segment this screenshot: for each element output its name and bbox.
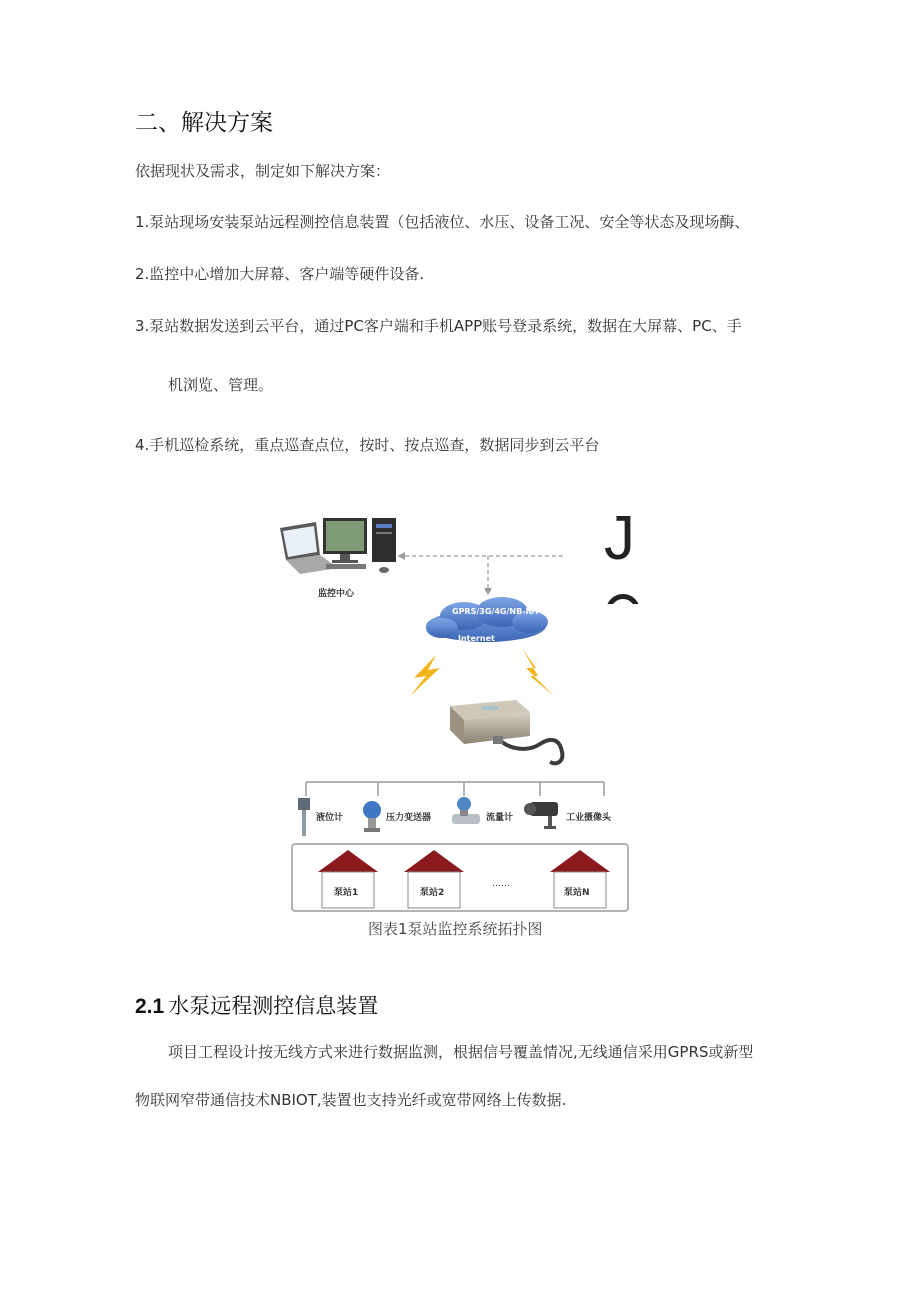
figure-caption: 图表1泵站监控系统拓扑图 xyxy=(368,920,543,938)
monitor-icon xyxy=(323,518,367,569)
internet-label: Internet xyxy=(458,634,495,643)
glyph-fragment xyxy=(604,508,644,604)
list-item-4: 4.手机巡检系统，重点巡查点位，按时、按点巡查，数据同步到云平台 xyxy=(135,436,600,454)
list-item-3: 3.泵站数据发送到云平台，通过PC客户端和手机APP账号登录系统，数据在大屏幕、PC、手 xyxy=(135,317,742,335)
level-meter-icon xyxy=(298,798,310,836)
subsection-heading xyxy=(135,990,378,1020)
subsection-title: 水泵远程测控信息装置 xyxy=(168,994,379,1018)
intro-line: 依据现状及需求，制定如下解决方案： xyxy=(135,162,391,180)
subsection-para-line-2: 物联网窄带通信技术NBIOT,装置也支持光纤或宽带网络上传数据. xyxy=(135,1091,567,1109)
dashed-link xyxy=(398,552,566,595)
topology-diagram xyxy=(268,500,648,920)
list-item-1: 1.泵站现场安装泵站远程测控信息装置（包括液位、水压、设备工况、安全等状态及现场酶、 xyxy=(135,213,750,231)
glyph-fragment-j: J xyxy=(604,508,635,573)
sensor-label-flow: 流量计 xyxy=(486,813,514,823)
pressure-transmitter-icon xyxy=(363,801,381,832)
station-label-1: 泵站1 xyxy=(334,888,359,898)
subsection-number: 2.1 xyxy=(135,995,165,1018)
monitor-center-label: 监控中心 xyxy=(318,589,355,599)
glyph-fragment-arc xyxy=(606,594,640,604)
sensor-label-level: 液位计 xyxy=(316,813,344,823)
list-item-3-continued: 机浏览、管理。 xyxy=(168,376,274,394)
station-ellipsis: …… xyxy=(492,879,510,889)
sensor-bus xyxy=(306,782,604,796)
sensor-label-pressure: 压力变送器 xyxy=(386,813,432,823)
lightning-right-icon xyxy=(522,648,554,696)
camera-icon xyxy=(524,802,558,829)
network-type-label: GPRS/3G/4G/NB-IoT xyxy=(452,607,540,616)
section-heading: 二、解决方案 xyxy=(135,110,273,136)
station-label-2: 泵站2 xyxy=(420,888,445,898)
sensor-label-camera: 工业摄像头 xyxy=(566,813,612,823)
topology-figure xyxy=(268,500,648,920)
pc-tower-icon xyxy=(372,518,396,573)
subsection-para-line-1: 项目工程设计按无线方式来进行数据监测，根据信号覆盖情况,无线通信采用GPRS或新型 xyxy=(168,1043,754,1061)
lightning-left-icon xyxy=(410,655,440,696)
station-label-n: 泵站N xyxy=(564,888,590,898)
rtu-device-icon xyxy=(450,700,562,763)
flowmeter-icon xyxy=(452,797,480,824)
list-item-2: 2.监控中心增加大屏幕、客户端等硬件设备. xyxy=(135,265,425,283)
